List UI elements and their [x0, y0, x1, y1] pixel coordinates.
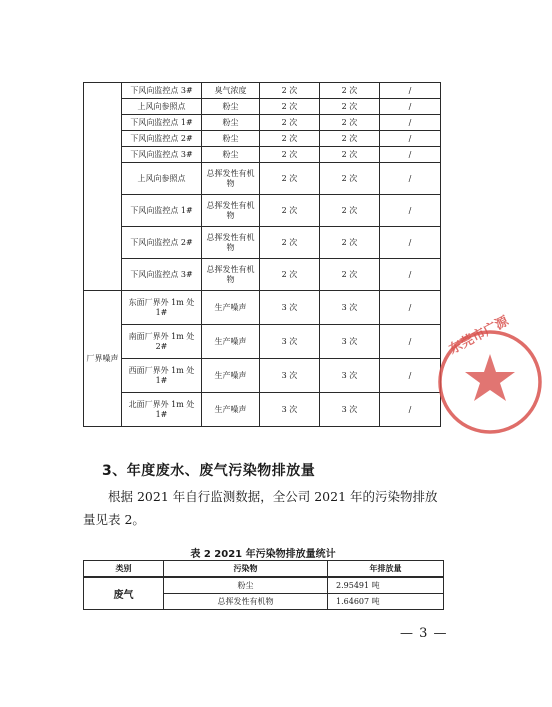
table-row	[84, 131, 441, 147]
section-paragraph: 根据 2021 年自行监测数据，全公司 2021 年的污染物排放量见表 2。	[83, 489, 438, 527]
freq-a: 2 次	[260, 147, 320, 163]
table-row	[84, 195, 441, 227]
table-row	[84, 83, 441, 99]
monitor-item: 粉尘	[202, 99, 260, 115]
freq-c: /	[380, 359, 441, 393]
freq-c: /	[380, 99, 441, 115]
monitor-item: 生产噪声	[202, 393, 260, 427]
table-row	[84, 115, 441, 131]
table-row	[84, 163, 441, 195]
monitor-point: 上风向参照点	[122, 163, 202, 195]
freq-a: 3 次	[260, 291, 320, 325]
freq-b: 2 次	[320, 99, 380, 115]
amount-cell: 2.95491 吨	[328, 577, 444, 594]
freq-b: 2 次	[320, 115, 380, 131]
freq-c: /	[380, 291, 441, 325]
table-row	[84, 147, 441, 163]
freq-c: /	[380, 163, 441, 195]
freq-a: 2 次	[260, 131, 320, 147]
monitor-point: 南面厂界外 1m 处 2#	[122, 325, 202, 359]
pollutant-cell: 总挥发性有机物	[164, 594, 328, 610]
freq-c: /	[380, 393, 441, 427]
monitor-item: 生产噪声	[202, 359, 260, 393]
freq-b: 3 次	[320, 393, 380, 427]
monitor-item: 粉尘	[202, 131, 260, 147]
freq-a: 3 次	[260, 393, 320, 427]
freq-c: /	[380, 115, 441, 131]
freq-b: 3 次	[320, 291, 380, 325]
monitor-point: 下风向监控点 3#	[122, 83, 202, 99]
table-header-row	[84, 561, 444, 578]
table-row	[84, 359, 441, 393]
monitor-item: 臭气浓度	[202, 83, 260, 99]
monitor-item: 粉尘	[202, 115, 260, 131]
freq-b: 2 次	[320, 147, 380, 163]
monitor-point: 北面厂界外 1m 处 1#	[122, 393, 202, 427]
freq-b: 3 次	[320, 325, 380, 359]
monitor-item: 总挥发性有机物	[202, 195, 260, 227]
freq-b: 2 次	[320, 83, 380, 99]
freq-b: 2 次	[320, 131, 380, 147]
group-cell-empty	[84, 83, 122, 291]
header-pollutant: 污染物	[164, 561, 328, 578]
header-amount: 年排放量	[328, 561, 444, 578]
monitor-item: 生产噪声	[202, 325, 260, 359]
freq-c: /	[380, 259, 441, 291]
monitor-point: 下风向监控点 3#	[122, 147, 202, 163]
monitor-item: 生产噪声	[202, 291, 260, 325]
freq-a: 2 次	[260, 195, 320, 227]
freq-a: 2 次	[260, 227, 320, 259]
table-row	[84, 577, 444, 594]
freq-b: 2 次	[320, 227, 380, 259]
table-row	[84, 99, 441, 115]
freq-a: 3 次	[260, 325, 320, 359]
page-number: — 3 —	[400, 626, 448, 641]
freq-b: 2 次	[320, 163, 380, 195]
monitor-item: 总挥发性有机物	[202, 227, 260, 259]
freq-b: 3 次	[320, 359, 380, 393]
freq-c: /	[380, 147, 441, 163]
freq-c: /	[380, 195, 441, 227]
freq-c: /	[380, 227, 441, 259]
monitor-point: 下风向监控点 1#	[122, 195, 202, 227]
monitor-item: 粉尘	[202, 147, 260, 163]
monitor-point: 下风向监控点 1#	[122, 115, 202, 131]
freq-a: 3 次	[260, 359, 320, 393]
header-category: 类别	[84, 561, 164, 578]
table-row	[84, 325, 441, 359]
seal-text: 东莞市广源	[446, 313, 512, 358]
table-caption: 表 2 2021 年污染物排放量统计	[190, 549, 336, 560]
table-row	[84, 291, 441, 325]
freq-b: 2 次	[320, 259, 380, 291]
amount-cell: 1.64607 吨	[328, 594, 444, 610]
freq-b: 2 次	[320, 195, 380, 227]
category-cell: 废气	[84, 577, 164, 610]
monitor-point: 下风向监控点 2#	[122, 227, 202, 259]
pollutant-cell: 粉尘	[164, 577, 328, 594]
freq-a: 2 次	[260, 99, 320, 115]
company-seal	[432, 313, 512, 440]
freq-c: /	[380, 131, 441, 147]
monitor-point: 上风向参照点	[122, 99, 202, 115]
emission-table	[83, 560, 444, 610]
monitor-item: 总挥发性有机物	[202, 259, 260, 291]
freq-a: 2 次	[260, 163, 320, 195]
table-row	[84, 393, 441, 427]
freq-a: 2 次	[260, 259, 320, 291]
monitor-item: 总挥发性有机物	[202, 163, 260, 195]
freq-c: /	[380, 325, 441, 359]
freq-a: 2 次	[260, 115, 320, 131]
monitor-point: 东面厂界外 1m 处 1#	[122, 291, 202, 325]
monitoring-frequency-table	[83, 82, 441, 427]
monitor-point: 下风向监控点 3#	[122, 259, 202, 291]
section-heading: 3、年度废水、废气污染物排放量	[102, 463, 316, 479]
monitor-point: 西面厂界外 1m 处 1#	[122, 359, 202, 393]
monitor-point: 下风向监控点 2#	[122, 131, 202, 147]
freq-a: 2 次	[260, 83, 320, 99]
table-row	[84, 259, 441, 291]
freq-c: /	[380, 83, 441, 99]
table-row	[84, 227, 441, 259]
noise-group-label: 厂界噪声	[84, 291, 122, 427]
